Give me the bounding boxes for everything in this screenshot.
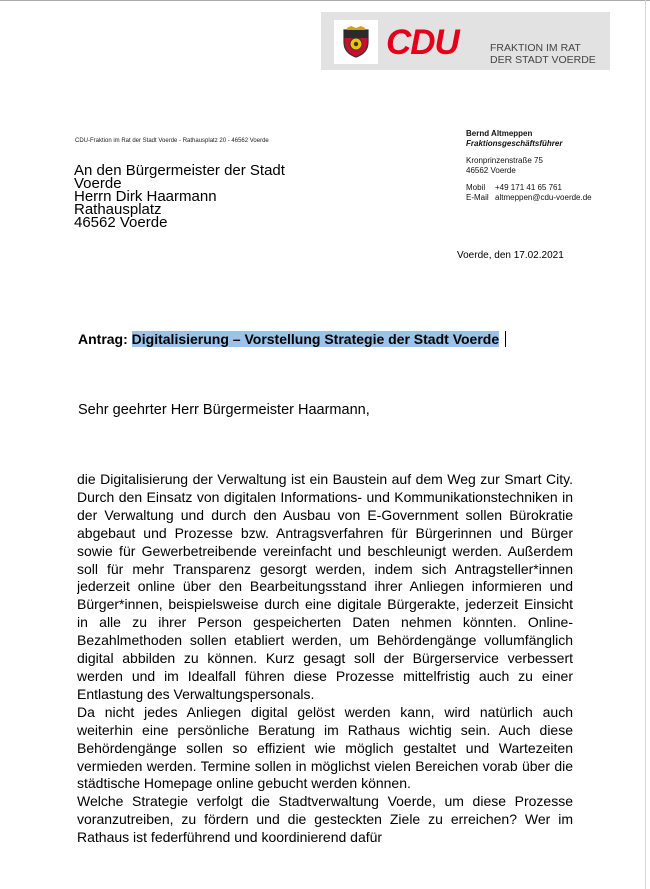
city-crest-icon <box>334 20 378 64</box>
contact-role: Fraktionsgeschäftsführer <box>466 139 563 148</box>
contact-mobile: Mobil +49 171 41 65 761 <box>466 183 562 192</box>
body-paragraph: die Digitalisierung der Verwaltung ist ein Baustein auf dem Weg zur Smart City. Durch den Einsatz von digitalen Informations- und Kommunikationstechniken in der Verwaltung und durch den Ausbau von E-Government sollen Bürokratie abgebaut und Prozesse bzw. Antragsverfahren für Bürgerinnen und Bürger sowie für Gewerbetreibende vereinfacht und beschleunigt werden. Außerdem soll für mehr Transparenz gesorgt werden, indem sich Antragsteller*innen jederzeit online über den Bearbeitungsstand ihrer Anliegen informieren und Bürger*innen, beispielsweise durch eine digitale Bürgerakte, jederzeit Einsicht in alle zu ihrer Person gespeicherten Daten nehmen könnten. Online-Bezahlmethoden sollen etabliert werden, um Behördengänge vollumfänglich digital abbilden zu können. Kurz gesagt soll der Bürgerservice verbessert werden und im Idealfall führen diese Prozesse mittelfristig auch zu einer Entlastung des Verwaltungspersonals. <box>77 471 573 702</box>
text-cursor <box>505 331 506 347</box>
letter-date: Voerde, den 17.02.2021 <box>457 250 564 261</box>
page-top-edge <box>0 0 650 1</box>
cdu-logo <box>380 12 610 70</box>
cdu-wordmark: CDU <box>386 23 459 62</box>
contact-city: 46562 Voerde <box>466 166 516 175</box>
recipient-line: 46562 Voerde <box>74 214 168 231</box>
body-paragraph: Welche Strategie verfolgt die Stadtverwaltung Voerde, um diese Prozesse voranzutreiben, zu fördern und die gesteckten Ziele zu erreichen? Wer im Rathaus ist federführend und koordinierend dafür <box>77 793 573 846</box>
contact-street: Kronprinzenstraße 75 <box>466 156 543 165</box>
fraktion-label: FRAKTION IM RAT DER STADT VOERDE <box>490 42 596 66</box>
subject-prefix: Antrag: <box>78 331 132 347</box>
body-paragraph: Da nicht jedes Anliegen digital gelöst werden kann, wird natürlich auch weiterhin eine persönliche Beratung im Rathaus wichtig sein. Auch diese Behördengänge sollen so effizient wie möglich gestaltet und Wartezeiten vermieden werden. Termine sollen in möglichst vielen Bereichen vorab über die städtische Homepage online gebucht werden können. <box>77 703 573 792</box>
recipient-line: Voerde <box>74 175 122 192</box>
sender-return-address: CDU-Fraktion im Rat der Stadt Voerde - Rathausplatz 20 - 46562 Voerde <box>75 138 269 144</box>
subject-selected-text[interactable]: Digitalisierung – Vorstellung Strategie der Stadt Voerde <box>131 331 500 347</box>
recipient-line: Herrn Dirk Haarmann <box>74 188 217 205</box>
contact-email: E-Mail altmeppen@cdu-voerde.de <box>466 193 592 202</box>
letter-body[interactable] <box>77 471 573 883</box>
letterhead-banner <box>321 12 610 70</box>
contact-block <box>466 129 592 203</box>
contact-name: Bernd Altmeppen <box>466 129 533 138</box>
page-right-edge <box>645 0 646 889</box>
recipient-line: An den Bürgermeister der Stadt <box>74 162 285 179</box>
recipient-line: Rathausplatz <box>74 201 162 218</box>
salutation: Sehr geehrter Herr Bürgermeister Haarmann, <box>78 402 370 418</box>
subject-line[interactable] <box>78 331 506 347</box>
recipient-address <box>74 164 285 229</box>
